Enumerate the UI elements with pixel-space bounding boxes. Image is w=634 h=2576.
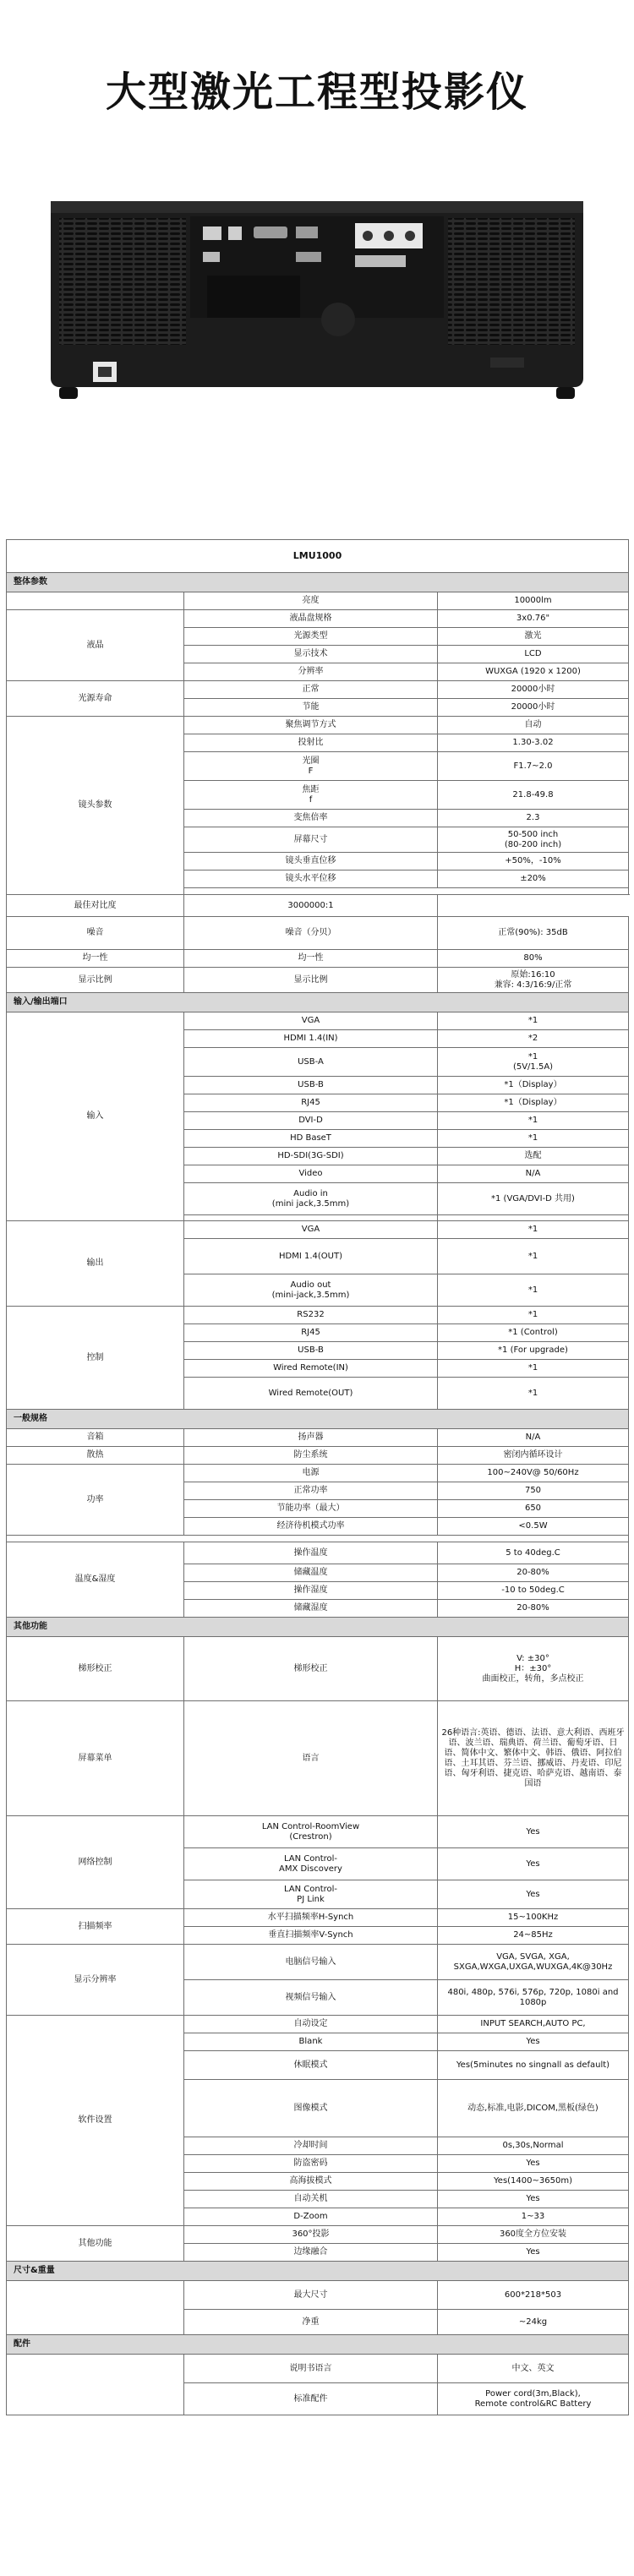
spec-group-label [7,2355,184,2415]
spec-group-label: 液晶 [7,610,184,681]
spec-value: 5 to 40deg.C [438,1542,629,1564]
spec-item-label: 显示技术 [184,646,438,663]
foot [556,387,575,399]
spec-table [6,539,629,2415]
spec-group-label: 音箱 [7,1429,184,1447]
spec-value: VGA, SVGA, XGA, SXGA,WXGA,UXGA,WUXGA,4K@30Hz [438,1945,629,1980]
spec-row [7,717,629,734]
section-header-row [7,993,629,1012]
spec-item-label: 节能 [184,699,438,717]
spec-value: *1（Display） [438,1094,629,1112]
spec-item-label: 聚焦调节方式 [184,717,438,734]
spec-value: N/A [438,1429,629,1447]
spec-item-label: LAN Control-RoomView (Crestron) [184,1816,438,1848]
spec-row [7,592,629,610]
spec-item-label: 分辨率 [184,663,438,681]
spec-value: ±20% [438,870,629,888]
spec-item-label: HD BaseT [184,1130,438,1148]
spec-item-label: 电脑信号输入 [184,1945,438,1980]
spec-group-label: 屏幕菜单 [7,1701,184,1816]
spec-item-label: 360°投影 [184,2226,438,2244]
port-icon [254,226,287,238]
spec-row [7,2016,629,2033]
port-icon [203,252,220,262]
spec-row [7,1637,629,1701]
spec-item-label: RJ45 [184,1324,438,1342]
spec-value: 自动 [438,717,629,734]
spec-value: 750 [438,1482,629,1500]
spec-item-label: VGA [184,1012,438,1030]
spec-group-label: 显示分辨率 [7,1945,184,2016]
spec-value: 1.30-3.02 [438,734,629,752]
spec-item-label: 扬声器 [184,1429,438,1447]
section-header: 其他功能 [7,1618,629,1637]
spec-item-label: 光圈 F [184,752,438,781]
spacer-cell [184,888,629,895]
port-icon [203,226,221,240]
section-header-row [7,2262,629,2281]
spec-value: Yes [438,1816,629,1848]
spec-value: 原始:16:10 兼容: 4:3/16:9/正常 [438,968,629,993]
spec-item-label: HDMI 1.4(IN) [184,1030,438,1048]
spec-item-label: RJ45 [184,1094,438,1112]
section-header-row [7,1618,629,1637]
spec-value: *1 (VGA/DVI-D 共用) [438,1183,629,1215]
spec-value: *1 (Control) [438,1324,629,1342]
spec-item-label: 经济待机模式功率 [184,1518,438,1536]
spec-value: V: ±30° H：±30° 曲面校正，转角，多点校正 [438,1637,629,1701]
spec-row [7,1909,629,1927]
spec-item-label: USB-A [184,1048,438,1077]
spec-item-label: 操作温度 [184,1542,438,1564]
spec-item-label: Audio in (mini jack,3.5mm) [184,1183,438,1215]
spec-item-label: 高海拔模式 [184,2173,438,2191]
spec-item-label: 投射比 [184,734,438,752]
spec-item-label: 冷却时间 [184,2137,438,2155]
spec-row [7,1536,629,1542]
spec-value: Yes [438,2244,629,2262]
spec-value: *2 [438,1030,629,1048]
spec-value: 激光 [438,628,629,646]
filter-cover [207,276,300,318]
spec-item-label: HD-SDI(3G-SDI) [184,1148,438,1165]
spec-row [7,1447,629,1465]
spec-item-label: 储藏湿度 [184,1600,438,1618]
spec-item-label: USB-B [184,1342,438,1360]
spec-value: *1 [438,1274,629,1307]
spec-item-label: 休眠模式 [184,2051,438,2080]
spec-item-label: Wired Remote(OUT) [184,1378,438,1410]
port-icon [355,255,406,267]
spec-item-label: 视频信号输入 [184,1980,438,2016]
spec-item-label: 防盗密码 [184,2155,438,2173]
spec-row [7,917,629,950]
spec-item-label: VGA [184,1221,438,1239]
spec-value: Yes(5minutes no singnall as default) [438,2051,629,2080]
spec-row [7,1307,629,1324]
spec-group-label: 网络控制 [7,1816,184,1909]
spec-value: 密闭内循环设计 [438,1447,629,1465]
spec-item-label: 梯形校正 [184,1637,438,1701]
spec-group-label: 光源寿命 [7,681,184,717]
spec-value: *1（Display） [438,1077,629,1094]
spec-group-label: 梯形校正 [7,1637,184,1701]
spec-value: *1 [438,1012,629,1030]
spec-item-label: Video [184,1165,438,1183]
spec-value: Yes [438,2155,629,2173]
spec-value: 动态,标准,电影,DICOM,黑板(绿色) [438,2080,629,2137]
spec-value: 20000小时 [438,681,629,699]
spec-item-label: 显示比例 [184,968,438,993]
spec-value: 3x0.76" [438,610,629,628]
spec-group-label: 温度&湿度 [7,1542,184,1618]
spec-item-label: 均一性 [184,950,438,968]
spec-item-label: 语言 [184,1701,438,1816]
spec-item-label: 光源类型 [184,628,438,646]
spec-row [7,681,629,699]
spec-value: *1 [438,1239,629,1274]
left-vent-grille [59,218,186,345]
spec-row [7,1542,629,1564]
spec-item-label: 标准配件 [184,2383,438,2415]
spec-row [7,1465,629,1482]
spec-item-label: D-Zoom [184,2208,438,2226]
port-icon [228,226,242,240]
spec-item-label: 最佳对比度 [7,895,184,917]
spec-item-label: 噪音（分贝） [184,917,438,950]
spec-value: *1 [438,1360,629,1378]
spec-item-label: 液晶盘规格 [184,610,438,628]
spec-value [438,1215,629,1221]
spec-item-label: Blank [184,2033,438,2051]
spec-row [7,2355,629,2383]
spec-item-label: 正常 [184,681,438,699]
spec-value: 20-80% [438,1564,629,1582]
spec-value: 600*218*503 [438,2281,629,2310]
section-header: 配件 [7,2335,629,2355]
spec-item-label: 边缘融合 [184,2244,438,2262]
section-header-row [7,573,629,592]
spec-item-label: 操作湿度 [184,1582,438,1600]
spec-value: Yes [438,2191,629,2208]
model-row [7,540,629,573]
spec-item-label: 亮度 [184,592,438,610]
spec-row [7,1701,629,1816]
spec-group-label: 功率 [7,1465,184,1536]
spec-value: 0s,30s,Normal [438,2137,629,2155]
spec-value: -10 to 50deg.C [438,1582,629,1600]
projector-rear-image [51,201,583,404]
spec-group-label: 噪音 [7,917,184,950]
spec-item-label: DVI-D [184,1112,438,1130]
section-header: 输入/输出端口 [7,993,629,1012]
spec-item-label: 镜头垂直位移 [184,853,438,870]
spec-value: 24~85Hz [438,1927,629,1945]
spec-item-label: LAN Control- AMX Discovery [184,1848,438,1880]
spec-item-label: 电源 [184,1465,438,1482]
spec-value: 2.3 [438,810,629,827]
spec-row [7,2226,629,2244]
spec-row [7,1012,629,1030]
spec-group-label: 输出 [7,1221,184,1307]
spec-value: 3000000:1 [184,895,438,917]
spec-value: 50-500 inch (80-200 inch) [438,827,629,853]
section-header-row [7,2335,629,2355]
spec-group-label: 其他功能 [7,2226,184,2262]
spec-item-label: Audio out (mini-jack,3.5mm) [184,1274,438,1307]
spec-row [7,1221,629,1239]
spec-value: *1 [438,1112,629,1130]
spec-group-label [7,2281,184,2335]
spec-group-label [7,592,184,610]
spec-value: *1 [438,1378,629,1410]
spec-item-label: 图像模式 [184,2080,438,2137]
spec-item-label: RS232 [184,1307,438,1324]
spec-item-label: HDMI 1.4(OUT) [184,1239,438,1274]
spec-value: *1 [438,1221,629,1239]
spec-item-label: 自动关机 [184,2191,438,2208]
port-icon [296,252,321,262]
spec-value: *1 [438,1307,629,1324]
spec-value: 80% [438,950,629,968]
spec-value: <0.5W [438,1518,629,1536]
spec-item-label: 水平扫描频率H-Synch [184,1909,438,1927]
spec-item-label: LAN Control- PJ Link [184,1880,438,1909]
spec-row [7,968,629,993]
right-vent-grille [448,218,575,345]
spec-value: Yes(1400~3650m) [438,2173,629,2191]
page-title: 大型激光工程型投影仪 [105,68,528,116]
spec-group-label: 输入 [7,1012,184,1221]
spacer-cell [7,1536,629,1542]
spec-value: 1~33 [438,2208,629,2226]
spec-item-label: 垂直扫描频率V-Synch [184,1927,438,1945]
section-header-row [7,1410,629,1429]
spec-value: 15~100KHz [438,1909,629,1927]
spec-group-label: 显示比例 [7,968,184,993]
spec-item-label: 镜头水平位移 [184,870,438,888]
spec-value: F1.7~2.0 [438,752,629,781]
spec-value: Yes [438,1880,629,1909]
spec-item-label: 防尘系统 [184,1447,438,1465]
spec-item-label: 说明书语言 [184,2355,438,2383]
spec-value: 20-80% [438,1600,629,1618]
spec-item-label: 节能功率（最大） [184,1500,438,1518]
spec-value: 10000lm [438,592,629,610]
spec-row [7,1816,629,1848]
spec-value: 选配 [438,1148,629,1165]
spec-table-body [7,540,629,2415]
spec-value: 26种语言:英语、德语、法语、意大利语、西班牙语、波兰语、瑞典语、荷兰语、葡萄牙语、日语、简体中文、繁体中文、韩语、俄语、阿拉伯语、土耳其语、芬兰语、挪威语、丹麦语、印尼语、匈牙利语、捷克语、哈萨克语、越南语、泰国语 [438,1701,629,1816]
spec-row [7,895,629,917]
section-header: 尺寸&重量 [7,2262,629,2281]
spec-row [7,1945,629,1980]
spec-item-label [184,1215,438,1221]
model-name: LMU1000 [7,540,629,573]
spec-item-label: 焦距 f [184,781,438,810]
spec-item-label: USB-B [184,1077,438,1094]
spec-value: 正常(90%): 35dB [438,917,629,950]
spec-group-label: 软件设置 [7,2016,184,2226]
spec-item-label: 屏幕尺寸 [184,827,438,853]
spec-row [7,610,629,628]
spec-value: *1 (5V/1.5A) [438,1048,629,1077]
spec-item-label: 净重 [184,2310,438,2335]
spec-value: +50%，-10% [438,853,629,870]
spec-row [7,1429,629,1447]
spec-value: ~24kg [438,2310,629,2335]
spec-item-label: Wired Remote(IN) [184,1360,438,1378]
section-header: 一般规格 [7,1410,629,1429]
spec-item-label: 正常功率 [184,1482,438,1500]
spec-item-label: 储藏温度 [184,1564,438,1582]
spec-value: 360度全方位安装 [438,2226,629,2244]
spec-group-label: 均一性 [7,950,184,968]
spec-value: N/A [438,1165,629,1183]
spec-group-label: 控制 [7,1307,184,1410]
spec-row [7,2281,629,2310]
spec-value: Yes [438,2033,629,2051]
foot [59,387,78,399]
spec-value: INPUT SEARCH,AUTO PC, [438,2016,629,2033]
spec-item-label: 变焦倍率 [184,810,438,827]
spec-item-label: 自动设定 [184,2016,438,2033]
spec-value: *1 (For upgrade) [438,1342,629,1360]
spec-value: *1 [438,1130,629,1148]
spec-group-label: 镜头参数 [7,717,184,895]
spec-value: 中文、英文 [438,2355,629,2383]
spec-value: Yes [438,1848,629,1880]
spec-value: 100~240V@ 50/60Hz [438,1465,629,1482]
spec-value: LCD [438,646,629,663]
spec-value: 20000小时 [438,699,629,717]
spec-group-label: 散热 [7,1447,184,1465]
port-icon [296,226,318,238]
fan-grille [321,303,355,336]
spec-group-label: 扫描频率 [7,1909,184,1945]
section-header: 整体参数 [7,573,629,592]
spec-value: 480i, 480p, 576i, 576p, 720p, 1080i and 1080p [438,1980,629,2016]
spec-value: 21.8-49.8 [438,781,629,810]
spec-value: 650 [438,1500,629,1518]
spec-row [7,950,629,968]
spec-value: WUXGA (1920 x 1200) [438,663,629,681]
spec-item-label: 最大尺寸 [184,2281,438,2310]
spec-value: Power cord(3m,Black), Remote control&RC Battery [438,2383,629,2415]
